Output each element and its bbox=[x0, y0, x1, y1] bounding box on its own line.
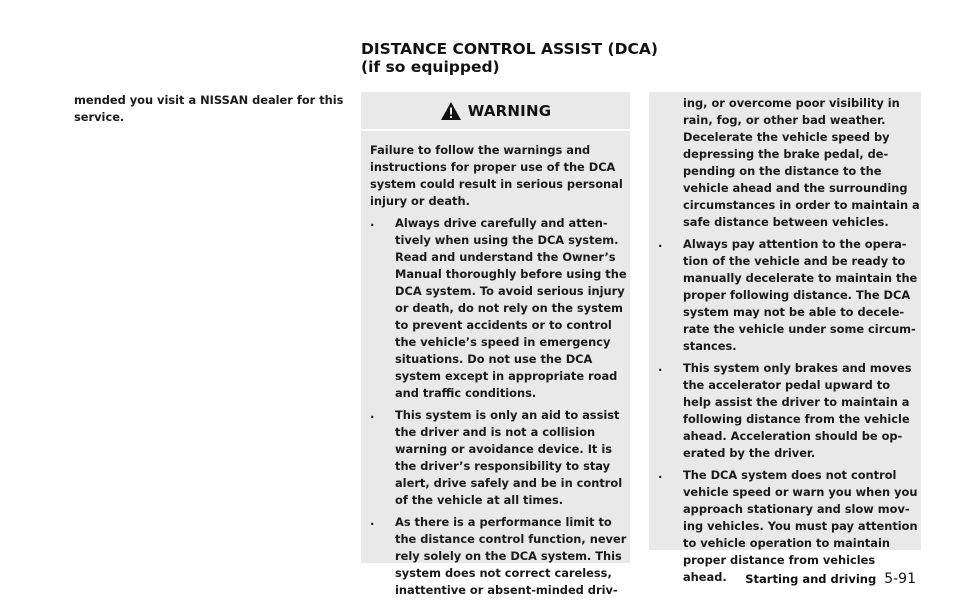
warning-box bbox=[361, 92, 630, 597]
section-title-line-1: DISTANCE CONTROL ASSIST (DCA) bbox=[361, 40, 658, 58]
text-line: proper distance from vehicles bbox=[683, 553, 876, 567]
text-line: to prevent accidents or to control bbox=[395, 318, 612, 332]
text-line: This system is only an aid to assist bbox=[395, 408, 620, 422]
warning-divider bbox=[361, 129, 630, 131]
text-line: erated by the driver. bbox=[683, 446, 816, 460]
text-line: the driver’s responsibility to stay bbox=[395, 459, 611, 473]
bullet: . bbox=[370, 215, 375, 229]
text-line: proper following distance. The DCA bbox=[683, 288, 911, 302]
bullet: . bbox=[370, 514, 375, 528]
intro-line-2: service. bbox=[74, 110, 125, 124]
text-line: Failure to follow the warnings and bbox=[370, 143, 591, 157]
text-line: Always drive carefully and atten- bbox=[395, 216, 608, 230]
text-line: Decelerate the vehicle speed by bbox=[683, 130, 890, 144]
warning-heading: WARNING bbox=[467, 102, 552, 120]
text-line: of the vehicle at all times. bbox=[395, 493, 564, 507]
text-line: approach stationary and slow mov- bbox=[683, 502, 910, 516]
text-line: the vehicle’s speed in emergency bbox=[395, 335, 611, 349]
warning-header bbox=[361, 92, 630, 130]
footer-section-name: Starting and driving bbox=[745, 572, 877, 586]
text-line: and traffic conditions. bbox=[395, 386, 537, 400]
text-line: DCA system. To avoid serious injury bbox=[395, 284, 625, 298]
text-line: vehicle ahead and the surrounding bbox=[683, 181, 908, 195]
text-line: tion of the vehicle and be ready to bbox=[683, 254, 906, 268]
text-line: system may not be able to decele- bbox=[683, 305, 905, 319]
bullet: . bbox=[370, 407, 375, 421]
text-line: or death, do not rely on the system bbox=[395, 301, 623, 315]
text-line: help assist the driver to maintain a bbox=[683, 395, 910, 409]
text-line: depressing the brake pedal, de- bbox=[683, 147, 889, 161]
text-line: the driver and is not a collision bbox=[395, 425, 596, 439]
text-line: injury or death. bbox=[370, 194, 470, 208]
text-line: This system only brakes and moves bbox=[683, 361, 912, 375]
intro-line-1: mended you visit a NISSAN dealer for this bbox=[74, 93, 344, 107]
page-number: 5-91 bbox=[884, 571, 916, 587]
text-line: warning or avoidance device. It is bbox=[395, 442, 613, 456]
text-line: ahead. Acceleration should be op- bbox=[683, 429, 903, 443]
intro-text bbox=[74, 92, 346, 126]
text-line: stances. bbox=[683, 339, 737, 353]
text-line: ing vehicles. You must pay attention bbox=[683, 519, 918, 533]
text-line: The DCA system does not control bbox=[683, 468, 897, 482]
text-line: manually decelerate to maintain the bbox=[683, 271, 918, 285]
text-line: following distance from the vehicle bbox=[683, 412, 910, 426]
text-line: ahead. bbox=[683, 570, 727, 584]
text-line: alert, drive safely and be in control bbox=[395, 476, 623, 490]
text-line: situations. Do not use the DCA bbox=[395, 352, 593, 366]
text-line: Manual thoroughly before using the bbox=[395, 267, 627, 281]
section-title bbox=[361, 40, 781, 76]
text-line: system except in appropriate road bbox=[395, 369, 618, 383]
text-line: circumstances in order to maintain a bbox=[683, 198, 920, 212]
text-line: inattentive or absent-minded driv- bbox=[395, 583, 618, 597]
text-line: pending on the distance to the bbox=[683, 164, 882, 178]
text-line: to vehicle operation to maintain bbox=[683, 536, 890, 550]
page-footer bbox=[745, 571, 916, 587]
text-line: As there is a performance limit to bbox=[395, 515, 612, 529]
section-title-line-2: (if so equipped) bbox=[361, 58, 500, 76]
warning-triangle-icon bbox=[440, 101, 462, 121]
text-line: the accelerator pedal upward to bbox=[683, 378, 891, 392]
bullet: . bbox=[658, 236, 663, 250]
bullet: . bbox=[658, 360, 663, 374]
text-line: vehicle speed or warn you when you bbox=[683, 485, 918, 499]
text-line: rate the vehicle under some circum- bbox=[683, 322, 916, 336]
text-line: rely solely on the DCA system. This bbox=[395, 549, 622, 563]
text-line: safe distance between vehicles. bbox=[683, 215, 889, 229]
text-line: ing, or overcome poor visibility in bbox=[683, 96, 900, 110]
text-line: Always pay attention to the opera- bbox=[683, 237, 907, 251]
text-line: tively when using the DCA system. bbox=[395, 233, 619, 247]
bullet: . bbox=[658, 467, 663, 481]
text-line: rain, fog, or other bad weather. bbox=[683, 113, 886, 127]
text-line: system does not correct careless, bbox=[395, 566, 612, 580]
text-line: Read and understand the Owner’s bbox=[395, 250, 616, 264]
text-line: the distance control function, never bbox=[395, 532, 627, 546]
text-line: system could result in serious personal bbox=[370, 177, 623, 191]
text-line: instructions for proper use of the DCA bbox=[370, 160, 616, 174]
